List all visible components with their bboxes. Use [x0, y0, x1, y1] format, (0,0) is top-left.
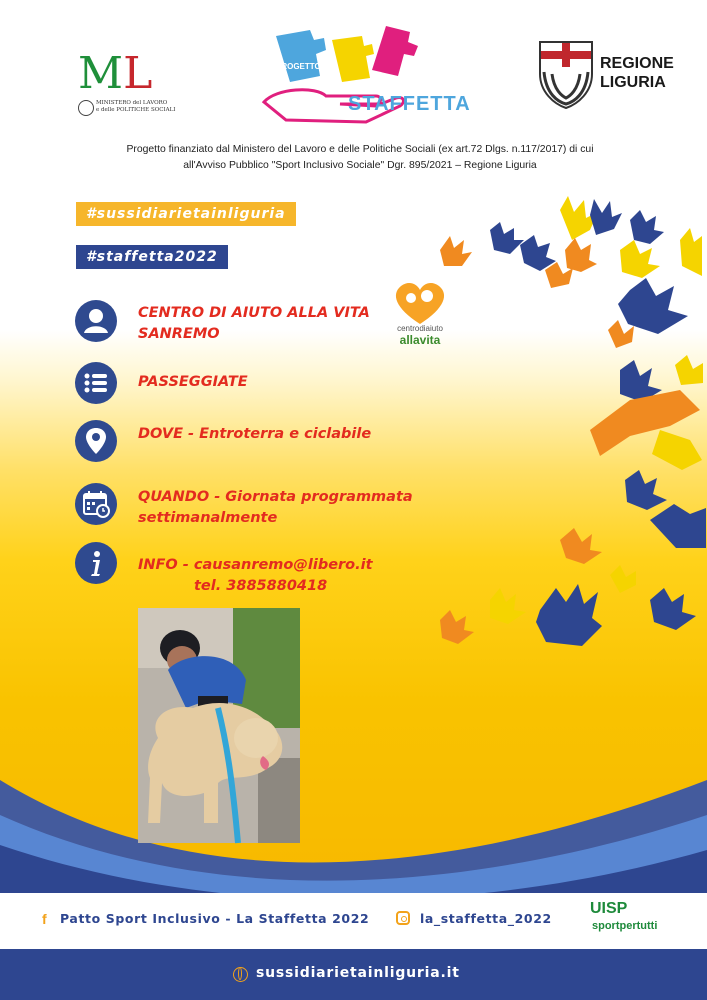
photo-boy-with-dog — [138, 608, 300, 843]
list-icon — [75, 362, 117, 404]
user-icon — [75, 300, 117, 342]
ministry-logo-line2: e delle POLITICHE SOCIALI — [96, 107, 176, 113]
uisp-logo-title: UISP — [590, 900, 628, 917]
hands-decoration — [420, 190, 707, 660]
regione-liguria-line1: REGIONE — [600, 55, 674, 72]
regione-liguria-line2: LIGURIA — [600, 74, 666, 91]
info-activity: PASSEGGIATE — [138, 374, 248, 390]
location-pin-icon — [75, 420, 117, 462]
staffetta-logo — [256, 22, 471, 122]
info-when — [138, 487, 413, 529]
ministry-logo-line1: MINISTERO del LAVORO — [96, 100, 168, 106]
calendar-icon — [75, 483, 117, 525]
info-where: DOVE - Entroterra e ciclabile — [138, 426, 372, 442]
staffetta-logo-small-text: PROGETTO — [276, 62, 321, 71]
hashtag-staffetta: #staffetta2022 — [76, 245, 228, 269]
globe-icon — [233, 967, 248, 982]
uisp-logo-subtitle: sportpertutti — [592, 920, 658, 932]
partner-logo-big-text: allavita — [399, 333, 441, 347]
heart-icon — [385, 280, 455, 326]
info-when-line1: QUANDO - Giornata programmata — [138, 489, 413, 505]
info-organization-line1: CENTRO DI AIUTO ALLA VITA — [138, 305, 370, 321]
info-contact-email[interactable]: INFO - causanremo@libero.it — [138, 557, 373, 573]
facebook-page-link[interactable]: Patto Sport Inclusivo - La Staffetta 2022 — [60, 911, 370, 926]
republic-seal-icon — [78, 100, 94, 116]
website-link[interactable]: sussidiarietainliguria.it — [256, 965, 460, 981]
project-description-line2: all'Avviso Pubblico "Sport Inclusivo Sociale" Dgr. 895/2021 – Regione Liguria — [183, 160, 537, 171]
centro-aiuto-alla-vita-logo — [385, 280, 455, 360]
info-when-line2: settimanalmente — [138, 510, 278, 526]
info-organization — [138, 303, 370, 345]
project-description — [60, 142, 660, 174]
regione-liguria-text — [600, 54, 674, 92]
ministry-logo-text — [96, 100, 176, 114]
liguria-shield-icon — [538, 40, 594, 110]
facebook-icon[interactable]: f — [42, 911, 47, 927]
info-contact-phone[interactable]: tel. 3885880418 — [194, 578, 328, 594]
info-organization-line2: SANREMO — [138, 326, 220, 342]
regione-liguria-logo — [538, 40, 678, 110]
instagram-handle-link[interactable]: la_staffetta_2022 — [420, 911, 552, 926]
ministry-logo-letters: ML — [78, 48, 153, 99]
background-wave — [0, 720, 707, 920]
instagram-icon[interactable] — [396, 911, 410, 925]
info-icon — [75, 542, 117, 584]
uisp-logo — [590, 900, 680, 940]
partner-logo-small-text: centrodiaiuto — [397, 324, 443, 333]
staffetta-logo-title: STAFFETTA — [348, 93, 471, 115]
hashtag-sussidiarieta: #sussidiarietainliguria — [76, 202, 296, 226]
project-description-line1: Progetto finanziato dal Ministero del Lavoro e delle Politiche Sociali (ex art.72 Dlgs. n.117/2017) di cui — [126, 144, 594, 155]
ministry-logo — [72, 48, 176, 122]
info-contact — [138, 555, 373, 597]
